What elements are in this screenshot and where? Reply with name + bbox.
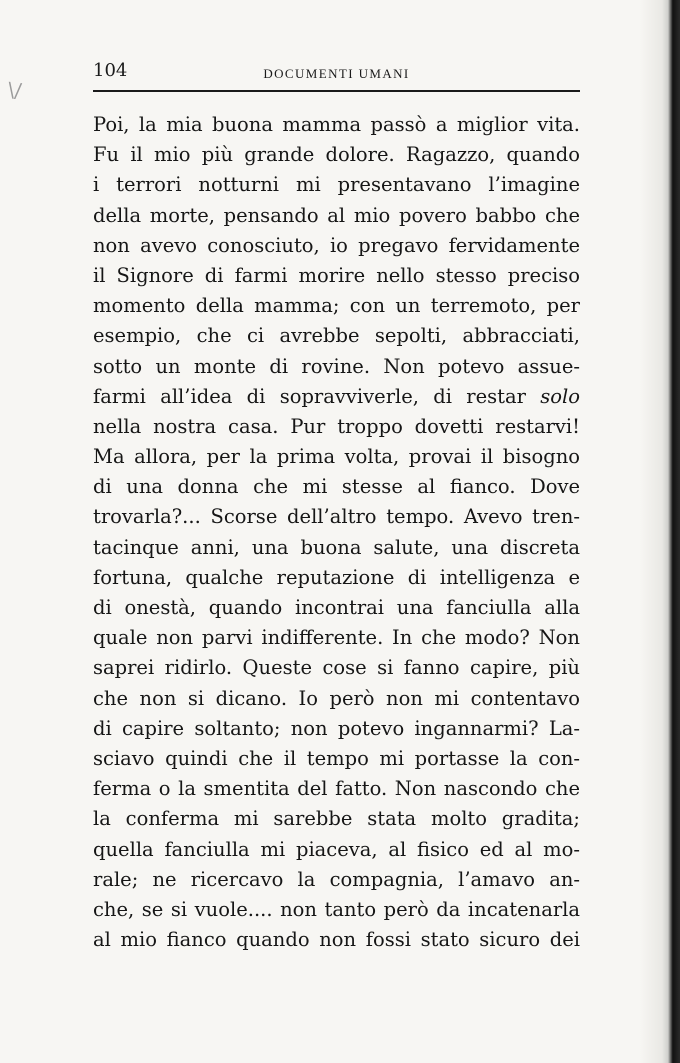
- text-line: rale; ne ricercavo la compagnia, l’amavo an-: [93, 867, 580, 891]
- text-line: della morte, pensando al mio povero babbo che: [93, 203, 580, 227]
- page-edge-shadow: [640, 0, 680, 1063]
- text-line: quale non parvi indifferente. In che modo? Non: [93, 626, 580, 650]
- text-line: esempio, che ci avrebbe sepolti, abbracciati,: [93, 324, 580, 348]
- text-line: Ma allora, per la prima volta, provai il bisogno: [93, 445, 580, 469]
- page-header: [93, 54, 580, 92]
- text-line: sciavo quindi che il tempo mi portasse la con-: [93, 746, 580, 770]
- text-line: che, se si vuole.... non tanto però da incatenarla: [93, 897, 580, 921]
- text-line: fortuna, qualche reputazione di intelligenza e: [93, 565, 580, 589]
- text-line: di onestà, quando incontrai una fanciulla alla: [93, 596, 580, 619]
- text-line: al mio fianco quando non fossi stato sicuro dei: [93, 928, 580, 952]
- text-line: i terrori notturni mi presentavano l’imagine: [93, 173, 580, 197]
- body-text: [93, 110, 580, 955]
- text-line: nella nostra casa. Pur troppo dovetti restarvi!: [93, 414, 580, 438]
- text-line: quella fanciulla mi piaceva, al fisico ed al mo-: [93, 837, 580, 861]
- italic-word: solo: [540, 384, 580, 408]
- running-head: DOCUMENTI UMANI: [263, 66, 410, 81]
- text-line: la conferma mi sarebbe stata molto gradita;: [93, 807, 580, 831]
- text-line: Poi, la mia buona mamma passò a miglior vita.: [93, 113, 580, 136]
- text-line: il Signore di farmi morire nello stesso preciso: [93, 263, 580, 287]
- text-line: tacinque anni, una buona salute, una discreta: [93, 535, 580, 559]
- text-line: saprei ridirlo. Queste cose si fanno capire, più: [93, 656, 580, 680]
- text-line: non avevo conosciuto, io pregavo fervidamente: [93, 233, 580, 257]
- text-line: che non si dicano. Io però non mi contentavo: [93, 686, 580, 710]
- text-line: di una donna che mi stesse al fianco. Dove: [93, 475, 580, 499]
- text-line-with-italic: [93, 382, 580, 412]
- page-number: 104: [93, 60, 128, 81]
- text-line: momento della mamma; con un terremoto, per: [93, 294, 580, 318]
- text-line: trovarla?... Scorse dell’altro tempo. Avevo tren-: [93, 505, 580, 529]
- margin-pencil-mark: \/: [6, 77, 23, 103]
- text-line: ferma o la smentita del fatto. Non nascondo che: [93, 777, 580, 801]
- text-line: di capire soltanto; non potevo ingannarmi? La-: [93, 716, 580, 740]
- text-line: sotto un monte di rovine. Non potevo assue-: [93, 354, 580, 378]
- text-segment: farmi all’idea di sopravviverle, di restar: [93, 384, 541, 408]
- text-line: Fu il mio più grande dolore. Ragazzo, quando: [93, 143, 580, 167]
